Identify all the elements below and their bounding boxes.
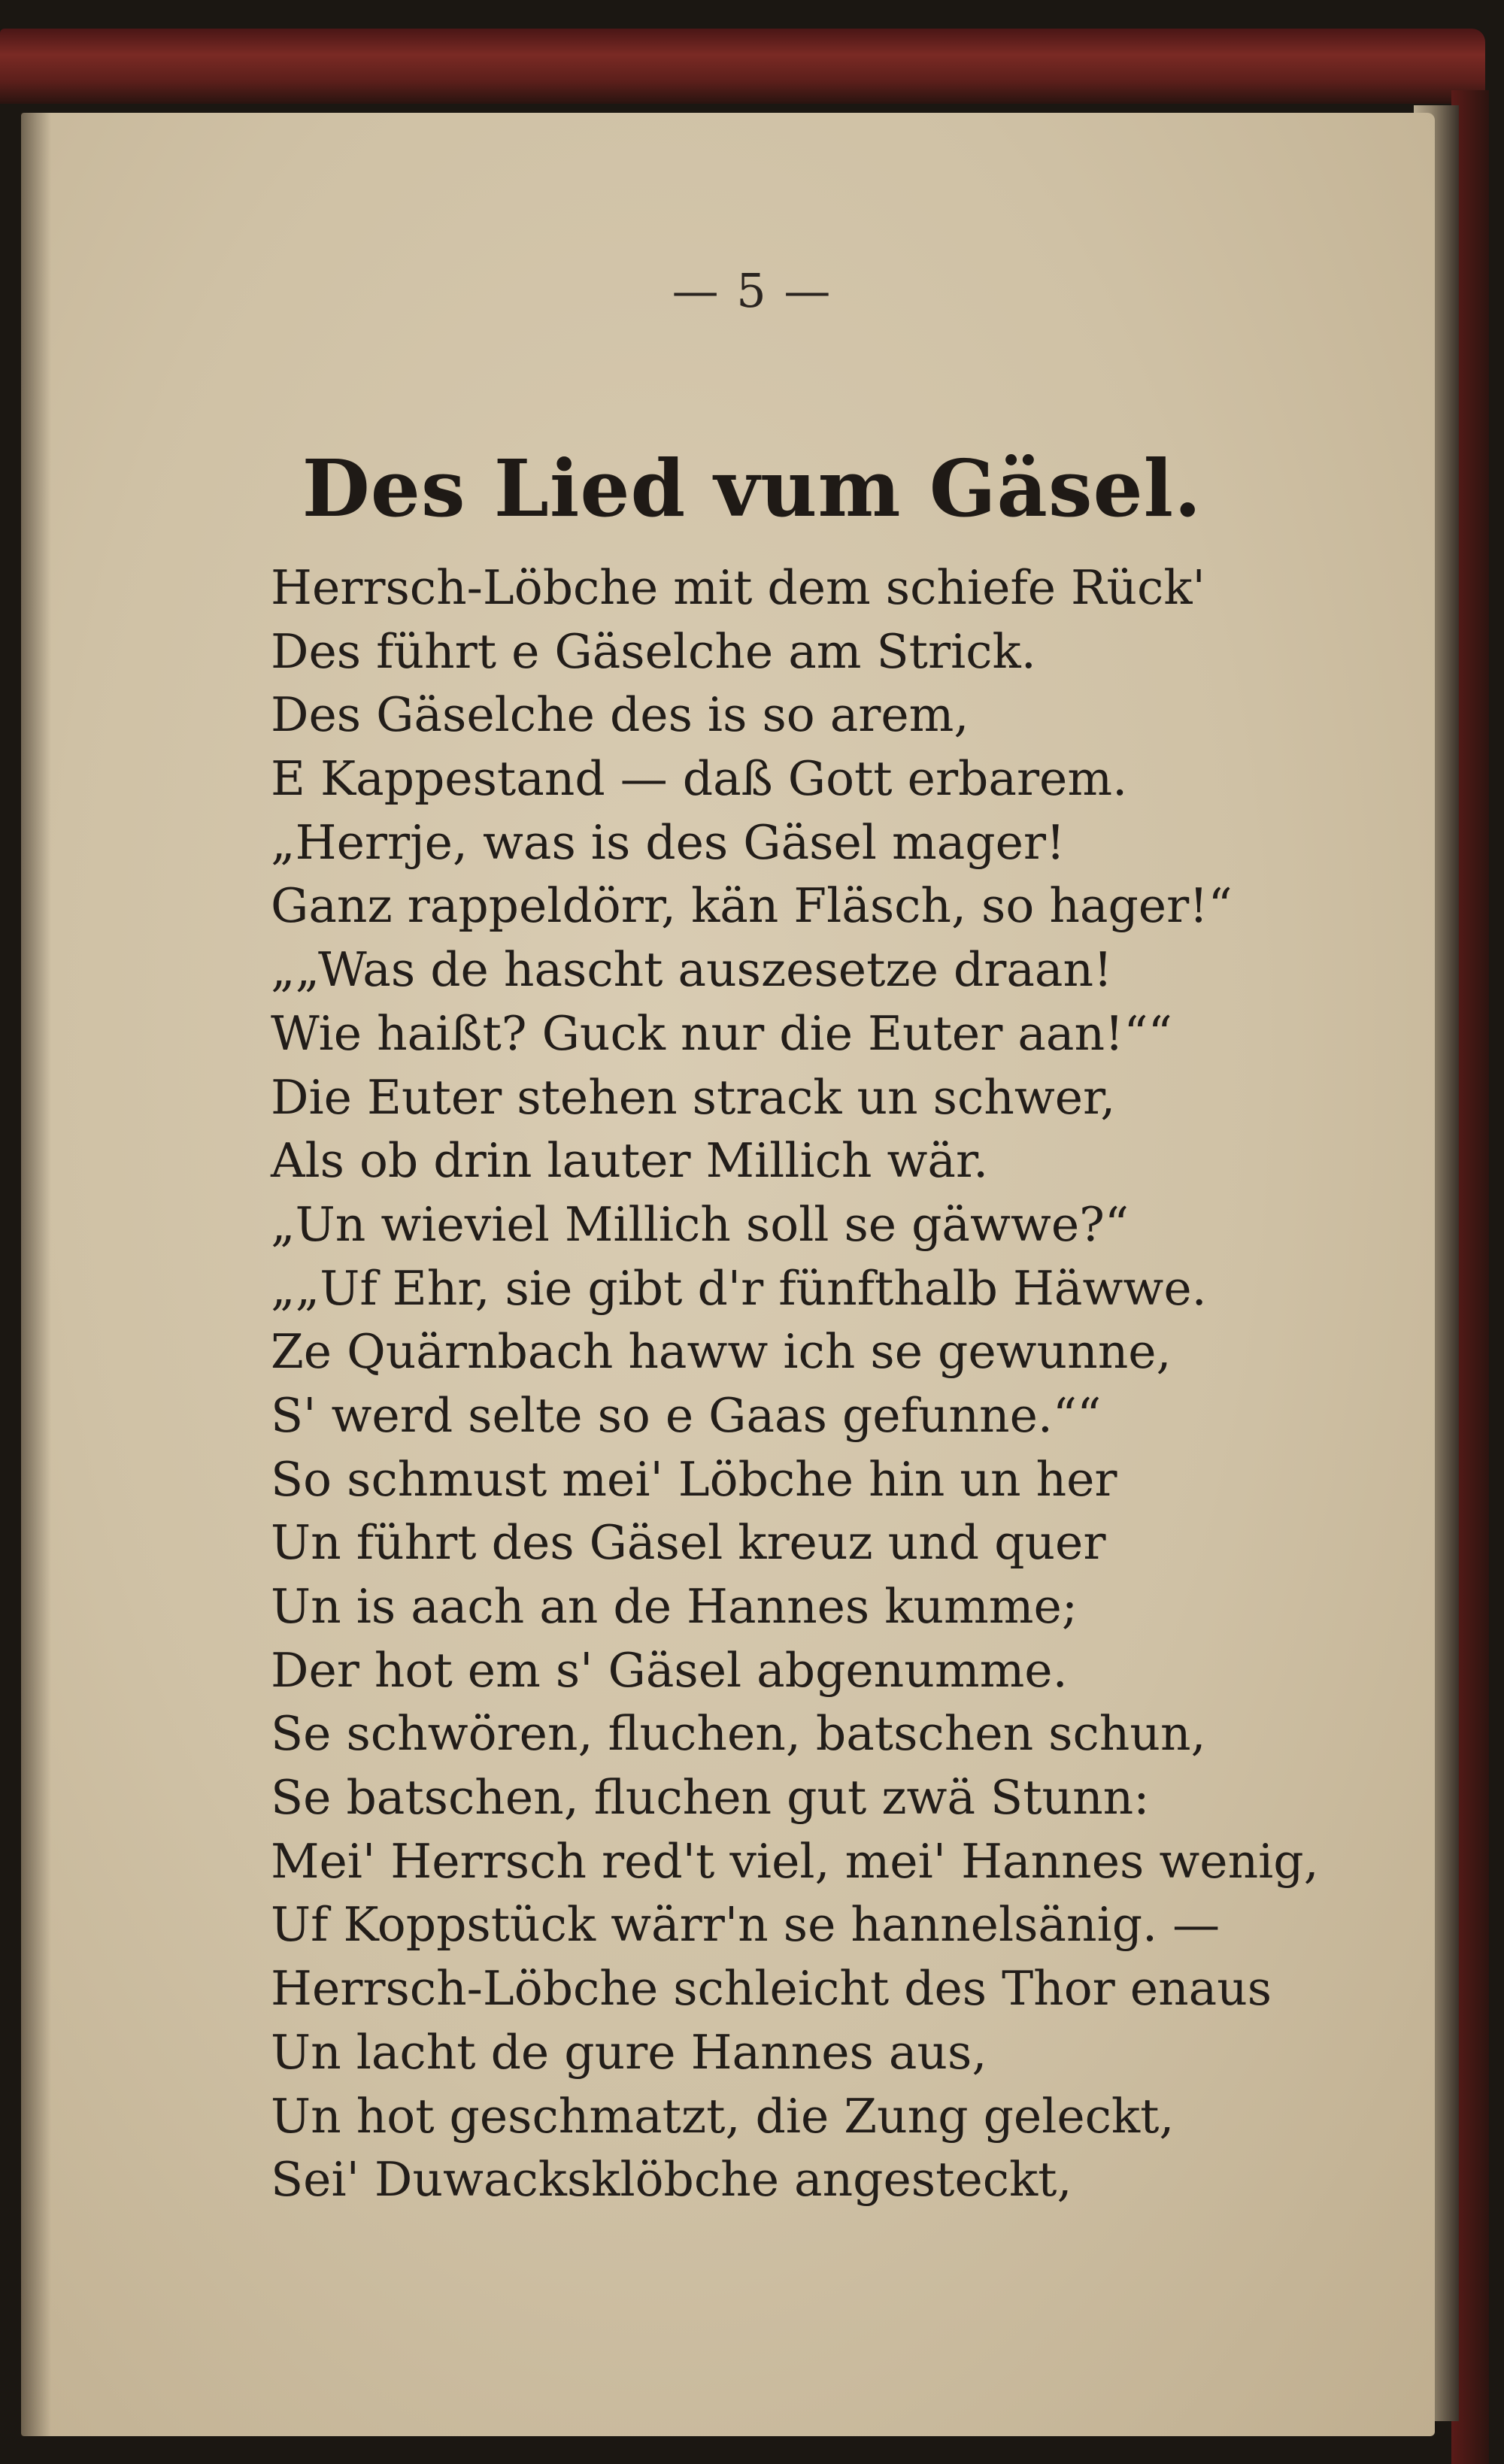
poem-line: Herrsch-Löbche schleicht des Thor enaus <box>271 1961 1272 2017</box>
poem-line: Un is aach an de Hannes kumme; <box>271 1579 1078 1634</box>
poem-line: Un lacht de gure Hannes aus, <box>271 2024 987 2080</box>
poem-line: Die Euter stehen strack un schwer, <box>271 1069 1116 1125</box>
book-cover-top <box>0 29 1485 104</box>
poem-line: Des führt e Gäselche am Strick. <box>271 623 1036 679</box>
poem-line: S' werd selte so e Gaas gefunne.““ <box>271 1387 1102 1443</box>
poem-line: So schmust mei' Löbche hin un her <box>271 1451 1117 1507</box>
poem-line: E Kappestand — daß Gott erbarem. <box>271 751 1128 807</box>
poem-line: Herrsch-Löbche mit dem schiefe Rück' <box>271 560 1205 615</box>
poem-title: Des Lied vum Gäsel. <box>302 442 1202 535</box>
poem-line: Uf Koppstück wärr'n se hannelsänig. — <box>271 1897 1220 1953</box>
poem-line: Der hot em s' Gäsel abgenumme. <box>271 1642 1068 1698</box>
poem-line: Un hot geschmatzt, die Zung geleckt, <box>271 2088 1175 2144</box>
poem-line: Als ob drin lauter Millich wär. <box>271 1133 989 1189</box>
poem-line: Ganz rappeldörr, kän Fläsch, so hager!“ <box>271 878 1233 934</box>
page-number: — 5 — <box>672 263 832 318</box>
poem-line: „„Uf Ehr, sie gibt d'r fünfthalb Häwwe. <box>271 1260 1207 1316</box>
poem-line: Mei' Herrsch red't viel, mei' Hannes wenig, <box>271 1833 1319 1889</box>
poem-line: Sei' Duwacksklöbche angesteckt, <box>271 2152 1072 2208</box>
poem-line: Se batschen, fluchen gut zwä Stunn: <box>271 1770 1150 1826</box>
poem-line: „Herrje, was is des Gäsel mager! <box>271 814 1066 870</box>
poem-line: Un führt des Gäsel kreuz und quer <box>271 1515 1106 1571</box>
poem-line: „Un wieviel Millich soll se gäwwe?“ <box>271 1196 1130 1252</box>
poem-line: Ze Quärnbach haww ich se gewunne, <box>271 1324 1172 1380</box>
poem-body <box>271 556 1324 2212</box>
poem-line: „„Was de hascht auszesetze draan! <box>271 942 1113 998</box>
poem-line: Des Gäselche des is so arem, <box>271 687 969 743</box>
poem-line: Se schwören, fluchen, batschen schun, <box>271 1706 1206 1762</box>
poem-line: Wie haißt? Guck nur die Euter aan!““ <box>271 1005 1172 1061</box>
